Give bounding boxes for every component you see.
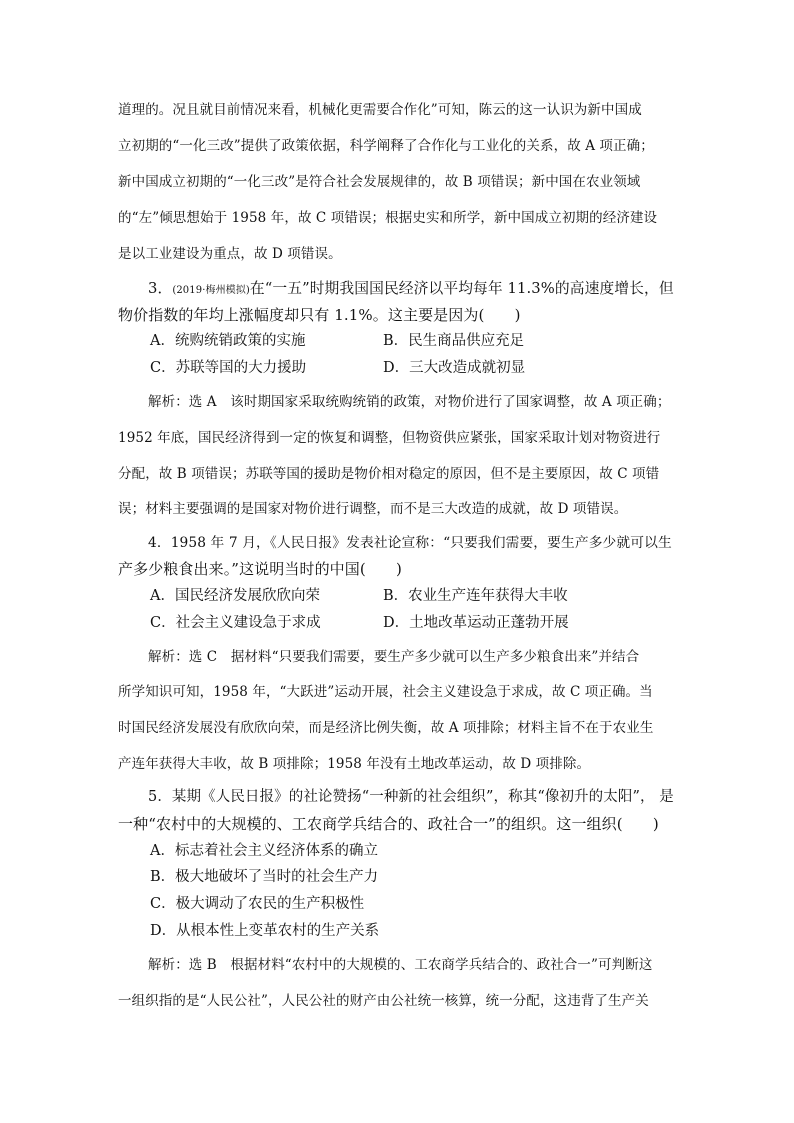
continuation-line: 是以工业建设为重点，故 D 项错误。 (118, 246, 342, 262)
question-3-source: (2019·梅州模拟) (172, 285, 250, 296)
question-3-explanation-line: 解析：选 A 该时期国家采取统购统销的政策，对物价进行了国家调整，故 A 项正确； (148, 394, 671, 410)
question-3-stem (148, 279, 676, 301)
question-4-option-c: C．社会主义建设急于求成 (150, 615, 321, 631)
question-4-stem-line: 产多少粮食出来。”这说明当时的中国( ) (118, 560, 402, 578)
question-4-explanation-line: 所学知识可知，1958 年，“大跃进”运动开展，社会主义建设急于求成，故 C 项正确。当 (118, 684, 653, 700)
question-4-stem-line: 4．1958 年 7 月，《人民日报》发表社论宣称：“只要我们需要，要生产多少就可以生 (148, 535, 672, 551)
question-3-option-c: C．苏联等国的大力援助 (150, 360, 307, 376)
question-3-explanation-line: 误；材料主要强调的是国家对物价进行调整，而不是三大改造的成就，故 D 项错误。 (118, 501, 628, 517)
question-3-option-b: B．民生商品供应充足 (383, 333, 525, 349)
question-3-number: 3． (148, 280, 173, 297)
question-3-option-d: D．三大改造成就初显 (383, 360, 526, 376)
question-5-stem-line: 一种“农村中的大规模的、工农商学兵结合的、政社合一”的组织。这一组织( ) (118, 815, 659, 833)
question-3-explanation-line: 分配，故 B 项错误；苏联等国的援助是物价相对稳定的原因，但不是主要原因，故 C 项错 (118, 466, 660, 482)
question-4-explanation-line: 时国民经济发展没有欣欣向荣，而是经济比例失衡，故 A 项排除；材料主旨不在于农业生 (118, 720, 654, 736)
question-5-option-d: D．从根本性上变革农村的生产关系 (150, 923, 380, 939)
question-5-stem-line: 5．某期《人民日报》的社论赞扬“一种新的社会组织”，称其“像初升的太阳”， 是 (148, 789, 674, 805)
continuation-line: 道理的。况且就目前情况来看，机械化更需要合作化”可知，陈云的这一认识为新中国成 (118, 102, 642, 118)
question-3-option-a: A．统购统销政策的实施 (150, 333, 306, 349)
question-4-option-d: D．土地改革运动正蓬勃开展 (383, 615, 569, 631)
question-5-explanation-line: 一组织指的是“人民公社”，人民公社的财产由公社统一核算，统一分配，这违背了生产关 (118, 993, 649, 1009)
question-5-option-b: B．极大地破坏了当时的社会生产力 (150, 869, 379, 885)
question-3-stem-text: 在“一五”时期我国国民经济以平均每年 11.3%的高速度增长，但 (249, 280, 674, 297)
question-5-explanation-line: 解析：选 B 根据材料“农村中的大规模的、工农商学兵结合的、政社合一”可判断这 (148, 957, 653, 973)
continuation-line: 立初期的“一化三改”提供了政策依据，科学阐释了合作化与工业化的关系，故 A 项正确； (118, 138, 654, 154)
question-3-explanation-line: 1952 年底，国民经济得到一定的恢复和调整，但物资供应紧张，国家采取计划对物资进行 (118, 430, 661, 446)
continuation-line: 新中国成立初期的“一化三改”是符合社会发展规律的，故 B 项错误；新中国在农业领域 (118, 174, 641, 190)
question-5-option-a: A．标志着社会主义经济体系的确立 (150, 843, 378, 859)
question-4-explanation-line: 产连年获得大丰收，故 B 项排除；1958 年没有土地改革运动，故 D 项排除。 (118, 756, 591, 772)
continuation-line: 的“左”倾思想始于 1958 年，故 C 项错误；根据史实和所学，新中国成立初期的经济建设 (118, 210, 658, 226)
question-4-option-a: A．国民经济发展欣欣向荣 (150, 588, 320, 604)
question-4-explanation-line: 解析：选 C 据材料“只要我们需要，要生产多少就可以生产多少粮食出来”并结合 (148, 649, 640, 665)
question-5-option-c: C．极大调动了农民的生产积极性 (150, 896, 365, 912)
question-3-stem-line: 物价指数的年均上涨幅度却只有 1.1%。这主要是因为( ) (118, 306, 521, 324)
question-4-option-b: B．农业生产连年获得大丰收 (383, 588, 568, 604)
